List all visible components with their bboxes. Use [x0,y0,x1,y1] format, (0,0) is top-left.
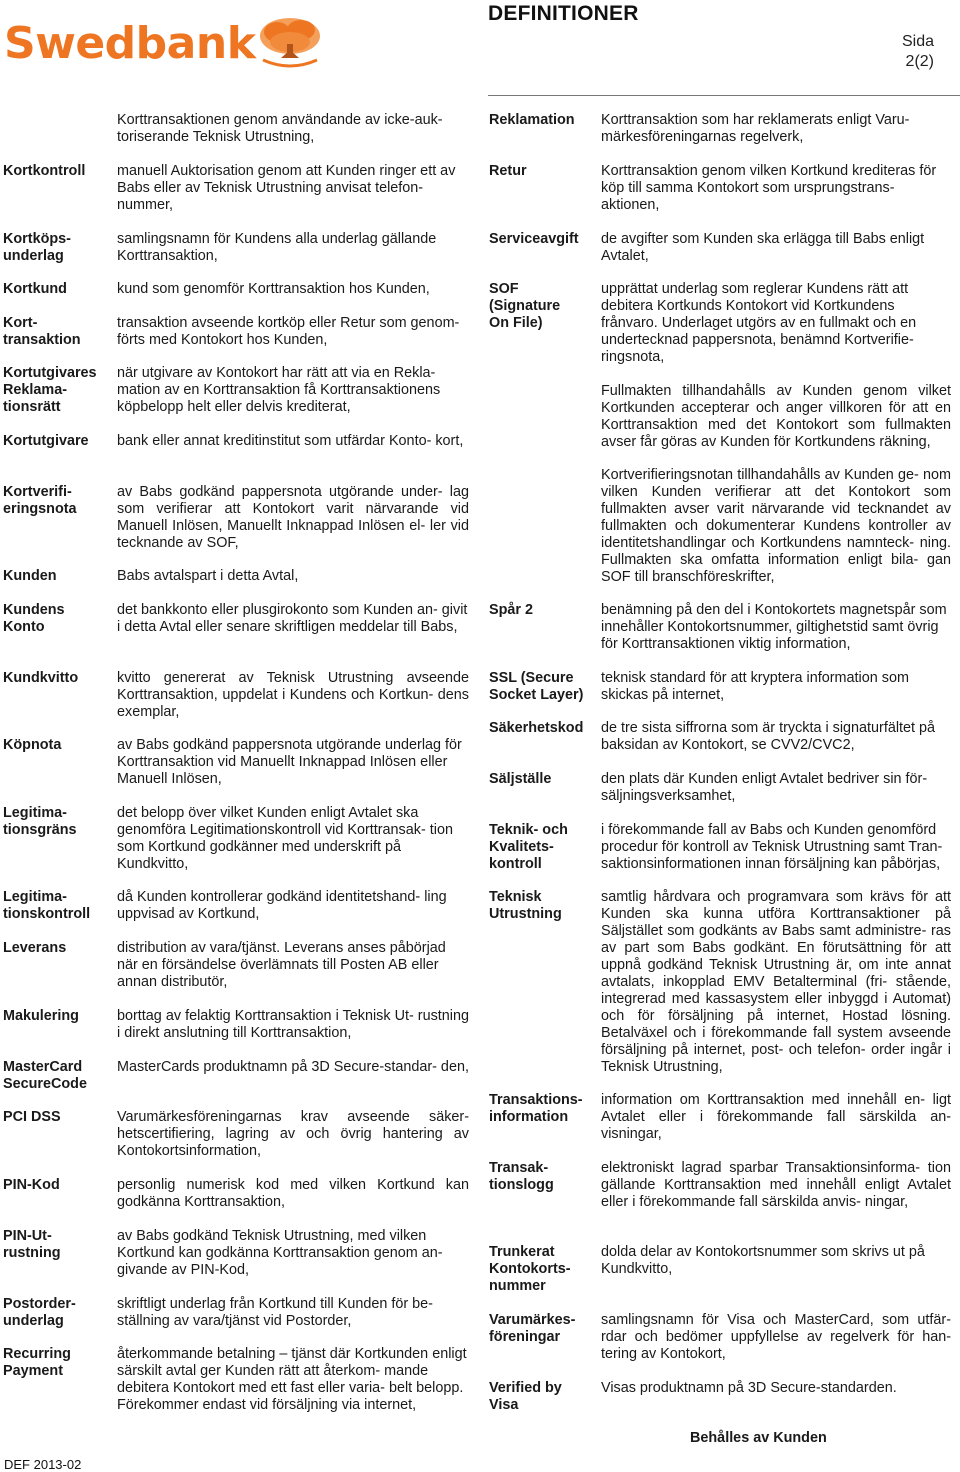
header-divider [488,95,960,96]
oak-tree-icon [257,14,323,72]
term: Kortutgivares Reklama- tionsrätt [3,365,97,415]
definition: bank eller annat kreditinstitut som utfärdar Konto- kort, [117,433,464,449]
sof-fullmakt-paragraph: Fullmakten tillhandahålls av Kunden genom vilket Kortkunden accepterar och anger villkoren för att en Korttransaktion med det Kontokort som fullmakten avser får göras av Kunden för Kortkundens räkning, [601,383,951,450]
definition: benämning på den del i Kontokortets magnetspår som innehåller Kontokortsnummer, giltighetstid samt övrig för Korttransaktionen viktig information, [601,602,947,652]
term: PIN-Ut- rustning [3,1228,61,1261]
definition: information om Korttransaktion med innehåll en- ligt Avtalet eller i förekommande fall särskilda an- visningar, [601,1092,951,1142]
term: Leverans [3,940,67,956]
term: Verified by Visa [489,1380,562,1413]
term: Kort- transaktion [3,315,81,348]
term: Köpnota [3,737,62,753]
sof-kortverifieringsnota-paragraph: Kortverifieringsnotan tillhandahålls av Kunden ge- nom vilken Kunden verifierar att det Kontokort som fullmakten avser varit närvarande vid tecknandet av fullmakten och dokumenterar Kundens kontroller av identitetshandlingar och Kortkundens namnteck- ning. Fullmakten ska omfatta information enligt bila- gan SOF till branschföreskrifter, [601,467,951,585]
definition: då Kunden kontrollerar godkänd identitetshand- ling uppvisad av Kortkund, [117,889,447,922]
term: Teknisk Utrustning [489,889,562,922]
term: Kundens Konto [3,602,65,635]
term: Recurring Payment [3,1346,71,1379]
term: Reklamation [489,112,575,128]
definition: transaktion avseende kortköp eller Retur som genom- förts med Kontokort hos Kunden, [117,315,460,348]
page-indicator [902,32,934,72]
term: Varumärkes- föreningar [489,1312,576,1345]
term: Kunden [3,568,57,584]
definition: det bankkonto eller plusgirokonto som Kunden an- givit i detta Avtal eller senare skriftligen meddelar till Babs, [117,602,468,635]
definition: kund som genomför Korttransaktion hos Kunden, [117,281,430,297]
term: Postorder- underlag [3,1296,76,1329]
term: Legitima- tionsgräns [3,805,77,838]
definition: av Babs godkänd pappersnota utgörande underlag för Korttransaktion vid Manuellt Inknappad Inlösen eller Manuell Inlösen, [117,737,462,787]
definition: elektroniskt lagrad sparbar Transaktionsinforma- tion gällande Korttransaktion med innehåll enligt Avtalet eller i förekommande fall särskilda anvis- ningar, [601,1160,951,1210]
definition: i förekommande fall av Babs och Kunden genomförd procedur för kontroll av Teknisk Utrustning samt Tran- saktionsinformationen innan försäljning kan påbörjas, [601,822,943,872]
term: Teknik- och Kvalitets- kontroll [489,822,568,872]
definition: personlig numerisk kod med vilken Kortkund kan godkänna Korttransaktion, [117,1177,469,1210]
definition: den plats där Kunden enligt Avtalet bedriver sin för- säljningsverksamhet, [601,771,928,804]
definition: Korttransaktion genom vilken Kortkund krediteras för köp till samma Kontokort som ursprungstrans- aktionen, [601,163,937,213]
swedbank-logo [4,14,323,72]
term: Transak- tionslogg [489,1160,554,1193]
definition: de tre sista siffrorna som är tryckta i signaturfältet på baksidan av Kontokort, se CVV2/CVC2, [601,720,936,753]
document-title: DEFINITIONER [488,2,639,25]
term: Transaktions- information [489,1092,583,1125]
term: Legitima- tionskontroll [3,889,91,922]
definition: MasterCards produktnamn på 3D Secure-standar- den, [117,1059,469,1075]
definition: Varumärkesföreningarnas krav avseende säker- hetscertifiering, lagring av och övrig hantering av Kontokortsinformation, [117,1109,469,1159]
definition: borttag av felaktig Korttransaktion i Teknisk Ut- rustning i direkt anslutning till Korttransaktion, [117,1008,469,1041]
term: Säkerhetskod [489,720,584,736]
term: Kortköps- underlag [3,231,71,264]
term: Spår 2 [489,602,533,618]
term: Kundkvitto [3,670,79,686]
definition: dolda delar av Kontokortsnummer som skrivs ut på Kundkvitto, [601,1244,925,1277]
definition: Korttransaktion som har reklamerats enligt Varu- märkesföreningarnas regelverk, [601,112,910,145]
term: PIN-Kod [3,1177,60,1193]
left-intro-text: Korttransaktionen genom användande av icke-auk- toriserande Teknisk Utrustning, [117,112,443,145]
definition: Visas produktnamn på 3D Secure-standarden. [601,1380,897,1396]
definition: samlingsnamn för Visa och MasterCard, som utfär- rdar och bedömer uppfyllelse av regelverk för han- tering av Kontokort, [601,1312,951,1362]
term: SSL (Secure Socket Layer) [489,670,584,703]
definition: distribution av vara/tjänst. Leverans anses påbörjad när en försändelse överlämnats till Posten AB eller annan distributör, [117,940,446,990]
term: Kortutgivare [3,433,89,449]
footer-document-code: DEF 2013-02 [4,1457,82,1472]
definition: upprättat underlag som reglerar Kundens rätt att debitera Kortkunds Kontokort vid Kortkundens frånvaro. Underlaget utgörs av en fullmakt och en undertecknad pappersnota, benämnd Kortverifie- ringsnota, [601,281,917,365]
term: Kortkund [3,281,67,297]
definition: skriftligt underlag från Kortkund till Kunden för be- ställning av vara/tjänst vid Postorder, [117,1296,433,1329]
term: Kortkontroll [3,163,86,179]
term: Trunkerat Kontokorts- nummer [489,1244,571,1294]
definition: återkommande betalning – tjänst där Kortkunden enligt särskilt avtal ger Kunden rätt att återkom- mande debitera Kontokort med ett fast eller varia- belt belopp. Förekommer endast vid försäljning via internet, [117,1346,467,1413]
definition: samlingsnamn för Kundens alla underlag gällande Korttransaktion, [117,231,437,264]
term: MasterCard SecureCode [3,1059,87,1092]
term: Serviceavgift [489,231,579,247]
definition: kvitto genererat av Teknisk Utrustning avseende Korttransaktion, uppdelat i Kundens och Kortkun- dens exemplar, [117,670,469,720]
term: Kortverifi- eringsnota [3,484,77,517]
definition: av Babs godkänd pappersnota utgörande under- lag som verifierar att Kontokort varit närvarande vid Manuell Inlösen, Manuellt Inknappad Inlösen el- ler vid tecknande av SOF, [117,484,469,551]
brand-wordmark: Swedbank [4,17,256,69]
term: SOF (Signature On File) [489,281,561,331]
term: PCI DSS [3,1109,61,1125]
definition: Babs avtalspart i detta Avtal, [117,568,299,584]
term: Säljställe [489,771,552,787]
definition: när utgivare av Kontokort har rätt att via en Rekla- mation av en Korttransaktion få Korttransaktionens köpbelopp helt eller delvis krediterat, [117,365,441,415]
definition: teknisk standard för att kryptera information som skickas på internet, [601,670,909,703]
retention-note: Behålles av Kunden [690,1430,827,1446]
definition: manuell Auktorisation genom att Kunden ringer ett av Babs eller av Teknisk Utrustning anvisat telefon- nummer, [117,163,456,213]
definition: av Babs godkänd Teknisk Utrustning, med vilken Kortkund kan godkänna Korttransaktion genom an- givande av PIN-Kod, [117,1228,443,1278]
definition: det belopp över vilket Kunden enligt Avtalet ska genomföra Legitimationskontroll vid Korttransak- tion som Kortkund godkänner med underskrift på Kundkvitto, [117,805,453,872]
page-label: Sida [901,33,934,50]
definition: de avgifter som Kunden ska erlägga till Babs enligt Avtalet, [601,231,925,264]
definition: samtlig hårdvara och programvara som krävs för att Kunden ska kunna utföra Korttransaktioner på Säljstället som godkänts av Babs samt administre- ras av part som Babs godkänt. En förutsättning för att uppnå godkänd Teknisk Utrustning är, om inte annat avtalats, inkopplad EMV Betalterminal (fri- stående, integrerad med kassasystem eller inbyggd i Automat) och för försäljning på internet, Hostad lösning. Betalväxel och i förekommande fall system avseende försäljning på internet, post- och telefon- order ingår i Teknisk Utrustning, [601,889,951,1075]
term: Makulering [3,1008,79,1024]
page-number: 2(2) [905,53,934,70]
term: Retur [489,163,527,179]
